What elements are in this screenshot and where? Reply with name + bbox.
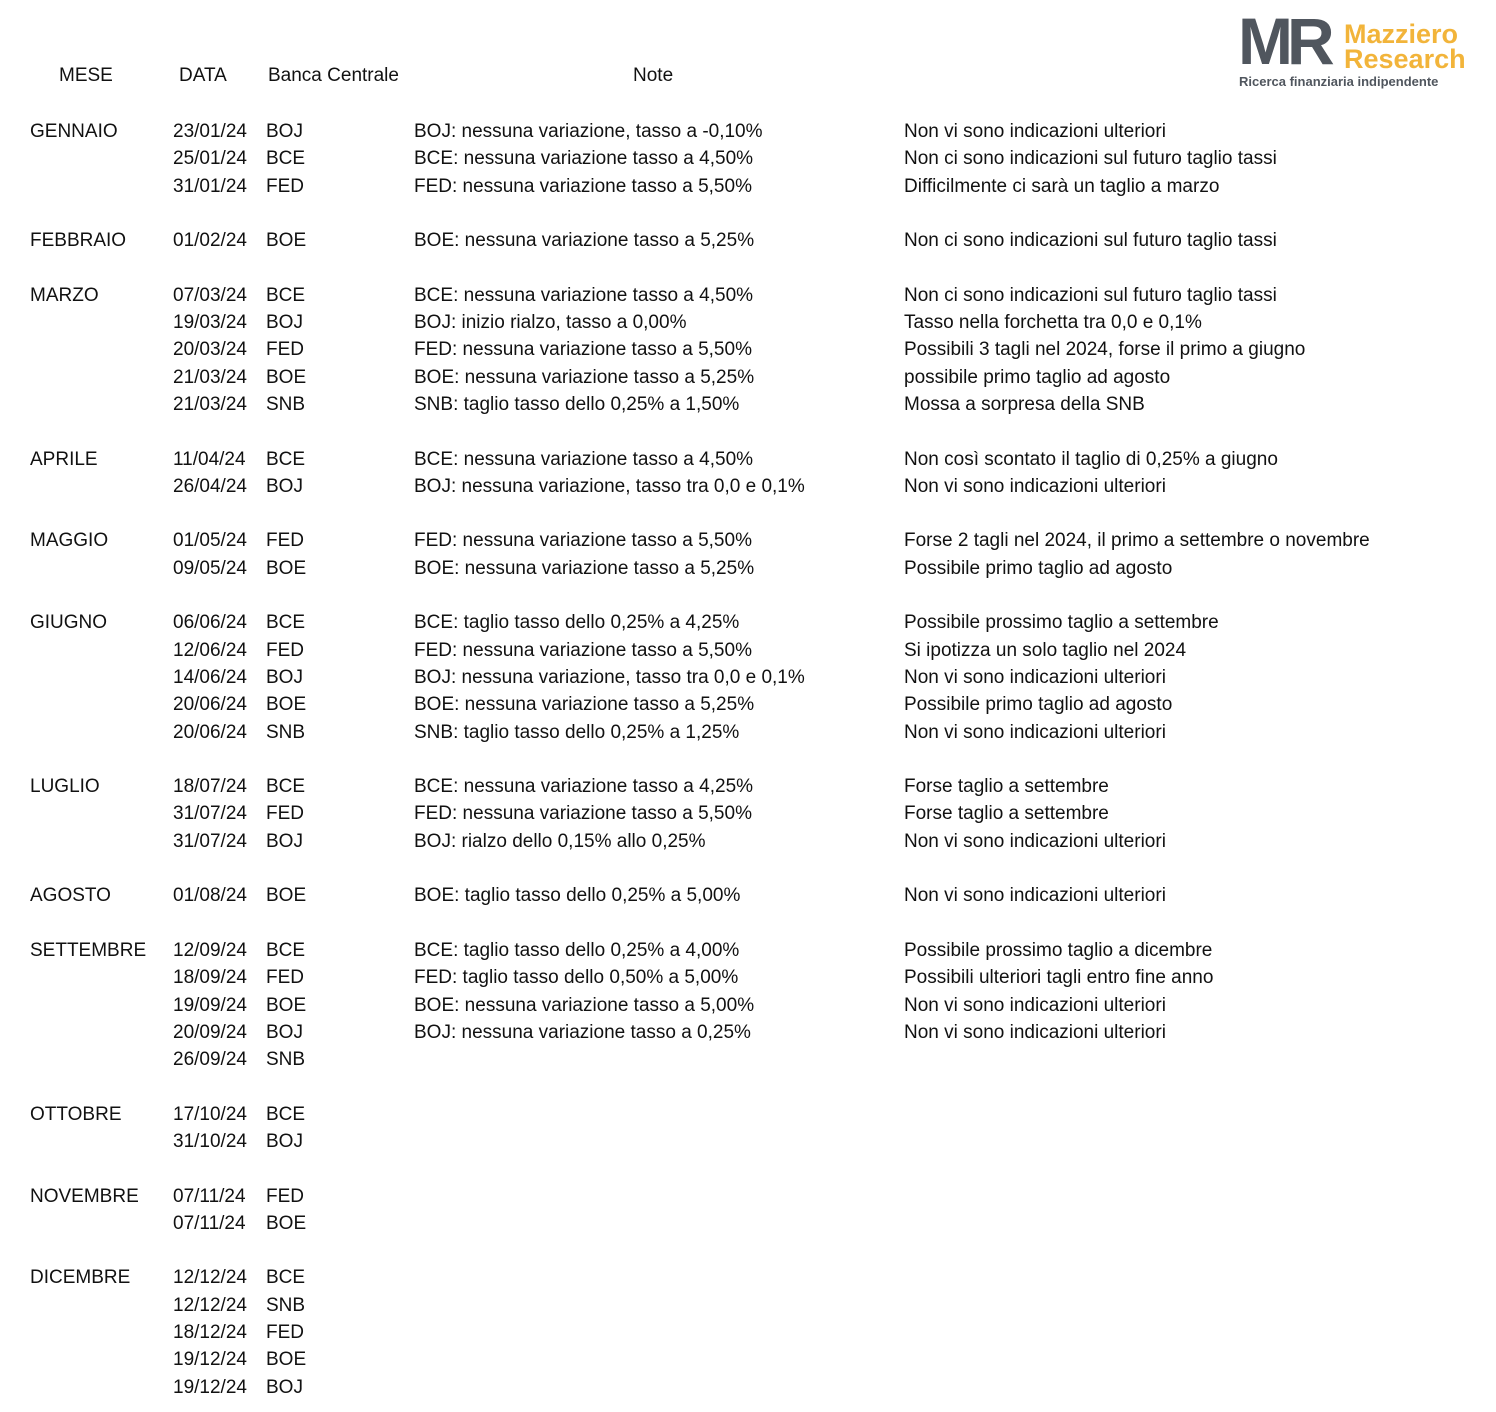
comment-cell: Possibili 3 tagli nel 2024, forse il primo a giugno	[904, 339, 1306, 361]
comment-cell: Non ci sono indicazioni sul futuro taglio tassi	[904, 284, 1277, 306]
date-cell: 12/09/24	[173, 939, 247, 961]
date-cell: 12/12/24	[173, 1294, 247, 1316]
logo	[1236, 4, 1476, 89]
comment-cell: possibile primo taglio ad agosto	[904, 366, 1171, 388]
table-row	[0, 555, 1496, 582]
comment-cell: Non vi sono indicazioni ulteriori	[904, 830, 1166, 852]
month-label: DICEMBRE	[30, 1267, 131, 1289]
table-row	[0, 664, 1496, 691]
note-cell: BOE: nessuna variazione tasso a 5,25%	[414, 557, 755, 579]
table-row	[0, 637, 1496, 664]
note-cell: BOJ: nessuna variazione, tasso a -0,10%	[414, 121, 763, 142]
month-spacer	[0, 855, 1496, 882]
bank-cell: BOE	[266, 1212, 307, 1234]
note-cell: BCE: nessuna variazione tasso a 4,50%	[414, 448, 754, 470]
note-cell: BOE: nessuna variazione tasso a 5,25%	[414, 366, 755, 388]
date-cell: 26/04/24	[173, 475, 247, 497]
comment-cell: Non vi sono indicazioni ulteriori	[904, 1021, 1166, 1043]
date-cell: 20/06/24	[173, 721, 247, 743]
table-row	[0, 527, 1496, 554]
table-row	[0, 1046, 1496, 1073]
date-cell: 19/03/24	[173, 312, 247, 334]
note-cell: BOE: nessuna variazione tasso a 5,25%	[414, 230, 755, 252]
comment-cell: Non vi sono indicazioni ulteriori	[904, 475, 1166, 497]
note-cell: BCE: nessuna variazione tasso a 4,50%	[414, 284, 754, 306]
note-cell: BCE: taglio tasso dello 0,25% a 4,00%	[414, 939, 740, 961]
note-cell: BOE: nessuna variazione tasso a 5,25%	[414, 694, 755, 716]
date-cell: 20/06/24	[173, 694, 247, 716]
bank-cell: FED	[266, 639, 304, 661]
bank-cell: BCE	[266, 1267, 306, 1289]
comment-cell: Non vi sono indicazioni ulteriori	[904, 721, 1166, 743]
table-row	[0, 1101, 1496, 1128]
comment-cell: Non vi sono indicazioni ulteriori	[904, 885, 1166, 907]
bank-cell: BOE	[266, 994, 307, 1016]
note-cell: FED: nessuna variazione tasso a 5,50%	[414, 803, 752, 825]
bank-cell: BOJ	[266, 121, 303, 142]
bank-cell: BOE	[266, 366, 307, 388]
table-row	[0, 227, 1496, 254]
bank-cell: BCE	[266, 1103, 306, 1125]
date-cell: 14/06/24	[173, 666, 247, 688]
month-spacer	[0, 582, 1496, 609]
date-cell: 01/05/24	[173, 530, 247, 552]
bank-cell: FED	[266, 175, 304, 197]
comment-cell: Non ci sono indicazioni sul futuro taglio tassi	[904, 230, 1277, 252]
table-row	[0, 391, 1496, 418]
table-row	[0, 992, 1496, 1019]
month-label: NOVEMBRE	[30, 1185, 139, 1207]
bank-cell: BCE	[266, 612, 306, 634]
bank-cell: BOJ	[266, 1130, 303, 1152]
month-label: FEBBRAIO	[30, 230, 127, 252]
bank-cell: FED	[266, 339, 304, 361]
header-banca: Banca Centrale	[268, 65, 399, 86]
month-spacer	[0, 500, 1496, 527]
month-spacer	[0, 746, 1496, 773]
month-spacer	[0, 254, 1496, 281]
date-cell: 11/04/24	[173, 448, 246, 470]
note-cell: BOJ: inizio rialzo, tasso a 0,00%	[414, 312, 687, 334]
month-spacer	[0, 200, 1496, 227]
table-row	[0, 719, 1496, 746]
bank-cell: BCE	[266, 939, 306, 961]
table-row	[0, 1264, 1496, 1291]
table-row	[0, 282, 1496, 309]
bank-cell: BOJ	[266, 830, 303, 852]
comment-cell: Non così scontato il taglio di 0,25% a giugno	[904, 448, 1278, 470]
bank-cell: BOE	[266, 885, 307, 907]
bank-cell: BOE	[266, 1349, 307, 1371]
table-row	[0, 691, 1496, 718]
date-cell: 18/07/24	[173, 776, 247, 798]
note-cell: BOJ: nessuna variazione tasso a 0,25%	[414, 1021, 751, 1043]
date-cell: 31/01/24	[173, 175, 247, 197]
month-spacer	[0, 1237, 1496, 1264]
bank-cell: SNB	[266, 1049, 306, 1071]
table-row	[0, 118, 1496, 145]
note-cell: BOJ: rialzo dello 0,15% allo 0,25%	[414, 830, 706, 852]
date-cell: 19/12/24	[173, 1376, 247, 1398]
month-label: GIUGNO	[30, 612, 108, 634]
month-label: APRILE	[30, 448, 98, 470]
note-cell: FED: nessuna variazione tasso a 5,50%	[414, 339, 752, 361]
month-label: AGOSTO	[30, 885, 111, 907]
comment-cell: Possibili ulteriori tagli entro fine anno	[904, 967, 1214, 989]
table-row	[0, 1183, 1496, 1210]
month-label: SETTEMBRE	[30, 939, 147, 961]
table-row	[0, 173, 1496, 200]
table-row	[0, 964, 1496, 991]
table-row	[0, 446, 1496, 473]
date-cell: 18/12/24	[173, 1322, 247, 1344]
bank-cell: BOJ	[266, 1376, 303, 1398]
table-row	[0, 1019, 1496, 1046]
bank-cell: BOE	[266, 557, 307, 579]
month-label: MAGGIO	[30, 530, 109, 552]
comment-cell: Non vi sono indicazioni ulteriori	[904, 121, 1166, 142]
note-cell: BCE: nessuna variazione tasso a 4,25%	[414, 776, 754, 798]
date-cell: 26/09/24	[173, 1049, 247, 1071]
bank-cell: BOJ	[266, 312, 303, 334]
bank-cell: BCE	[266, 776, 306, 798]
month-label: MARZO	[30, 284, 99, 306]
comment-cell: Possibile prossimo taglio a dicembre	[904, 939, 1213, 961]
date-cell: 01/02/24	[173, 230, 247, 252]
logo-name-line1: Mazziero	[1344, 19, 1459, 49]
header-mese: MESE	[59, 65, 113, 86]
date-cell: 20/09/24	[173, 1021, 247, 1043]
note-cell: BOJ: nessuna variazione, tasso tra 0,0 e 0,1%	[414, 666, 805, 688]
note-cell: SNB: taglio tasso dello 0,25% a 1,50%	[414, 393, 740, 415]
bank-cell: FED	[266, 530, 304, 552]
note-cell: BCE: taglio tasso dello 0,25% a 4,25%	[414, 612, 740, 634]
note-cell: BCE: nessuna variazione tasso a 4,50%	[414, 148, 754, 170]
comment-cell: Mossa a sorpresa della SNB	[904, 393, 1145, 415]
header-data: DATA	[179, 65, 227, 86]
date-cell: 07/11/24	[173, 1212, 246, 1234]
date-cell: 12/06/24	[173, 639, 247, 661]
bank-cell: FED	[266, 803, 304, 825]
logo-mark: MR	[1238, 4, 1329, 78]
header-note: Note	[633, 65, 674, 86]
bank-cell: BOJ	[266, 475, 303, 497]
comment-cell: Tasso nella forchetta tra 0,0 e 0,1%	[904, 312, 1202, 334]
note-cell: FED: taglio tasso dello 0,50% a 5,00%	[414, 967, 739, 989]
date-cell: 31/07/24	[173, 830, 247, 852]
month-label: OTTOBRE	[30, 1103, 122, 1125]
date-cell: 12/12/24	[173, 1267, 247, 1289]
bank-cell: BCE	[266, 284, 306, 306]
date-cell: 23/01/24	[173, 121, 247, 142]
table-row	[0, 1346, 1496, 1373]
comment-cell: Forse 2 tagli nel 2024, il primo a settembre o novembre	[904, 530, 1370, 552]
comment-cell: Non vi sono indicazioni ulteriori	[904, 994, 1166, 1016]
date-cell: 21/03/24	[173, 393, 247, 415]
bank-cell: SNB	[266, 721, 306, 743]
date-cell: 17/10/24	[173, 1103, 247, 1125]
bank-cell: SNB	[266, 1294, 306, 1316]
date-cell: 18/09/24	[173, 967, 247, 989]
table-row	[0, 1374, 1496, 1401]
table-row	[0, 937, 1496, 964]
month-spacer	[0, 910, 1496, 937]
note-cell: SNB: taglio tasso dello 0,25% a 1,25%	[414, 721, 740, 743]
date-cell: 07/11/24	[173, 1185, 246, 1207]
note-cell: BOE: nessuna variazione tasso a 5,00%	[414, 994, 755, 1016]
table-row	[0, 336, 1496, 363]
bank-cell: FED	[266, 1185, 304, 1207]
comment-cell: Forse taglio a settembre	[904, 803, 1109, 825]
calendar-table	[0, 118, 1496, 1401]
table-row	[0, 309, 1496, 336]
bank-cell: BCE	[266, 148, 306, 170]
table-row	[0, 145, 1496, 172]
comment-cell: Difficilmente ci sarà un taglio a marzo	[904, 175, 1220, 197]
table-row	[0, 364, 1496, 391]
note-cell: FED: nessuna variazione tasso a 5,50%	[414, 639, 752, 661]
date-cell: 25/01/24	[173, 148, 247, 170]
date-cell: 19/09/24	[173, 994, 247, 1016]
table-row	[0, 882, 1496, 909]
bank-cell: FED	[266, 967, 304, 989]
bank-cell: FED	[266, 1322, 304, 1344]
month-spacer	[0, 1073, 1496, 1100]
table-row	[0, 1292, 1496, 1319]
bank-cell: BOE	[266, 230, 307, 252]
note-cell: FED: nessuna variazione tasso a 5,50%	[414, 530, 752, 552]
date-cell: 21/03/24	[173, 366, 247, 388]
date-cell: 19/12/24	[173, 1349, 247, 1371]
table-row	[0, 1210, 1496, 1237]
note-cell: FED: nessuna variazione tasso a 5,50%	[414, 175, 752, 197]
bank-cell: BOJ	[266, 666, 303, 688]
date-cell: 07/03/24	[173, 284, 247, 306]
table-row	[0, 773, 1496, 800]
table-row	[0, 609, 1496, 636]
bank-cell: BOE	[266, 694, 307, 716]
date-cell: 01/08/24	[173, 885, 247, 907]
bank-cell: BCE	[266, 448, 306, 470]
month-label: GENNAIO	[30, 121, 118, 142]
table-row	[0, 828, 1496, 855]
month-spacer	[0, 418, 1496, 445]
date-cell: 31/07/24	[173, 803, 247, 825]
date-cell: 09/05/24	[173, 557, 247, 579]
date-cell: 31/10/24	[173, 1130, 247, 1152]
table-row	[0, 800, 1496, 827]
logo-tagline: Ricerca finanziaria indipendente	[1239, 74, 1439, 89]
comment-cell: Possibile primo taglio ad agosto	[904, 557, 1173, 579]
bank-cell: SNB	[266, 393, 306, 415]
comment-cell: Non ci sono indicazioni sul futuro taglio tassi	[904, 148, 1277, 170]
comment-cell: Possibile primo taglio ad agosto	[904, 694, 1173, 716]
date-cell: 06/06/24	[173, 612, 247, 634]
comment-cell: Possibile prossimo taglio a settembre	[904, 612, 1219, 634]
note-cell: BOE: taglio tasso dello 0,25% a 5,00%	[414, 885, 741, 907]
table-row	[0, 1128, 1496, 1155]
comment-cell: Non vi sono indicazioni ulteriori	[904, 666, 1166, 688]
comment-cell: Si ipotizza un solo taglio nel 2024	[904, 639, 1187, 661]
comment-cell: Forse taglio a settembre	[904, 776, 1109, 798]
note-cell: BOJ: nessuna variazione, tasso tra 0,0 e 0,1%	[414, 475, 805, 497]
date-cell: 20/03/24	[173, 339, 247, 361]
logo-name-line2: Research	[1344, 44, 1466, 74]
month-spacer	[0, 1155, 1496, 1182]
table-row	[0, 473, 1496, 500]
bank-cell: BOJ	[266, 1021, 303, 1043]
month-label: LUGLIO	[30, 776, 100, 798]
table-row	[0, 1319, 1496, 1346]
